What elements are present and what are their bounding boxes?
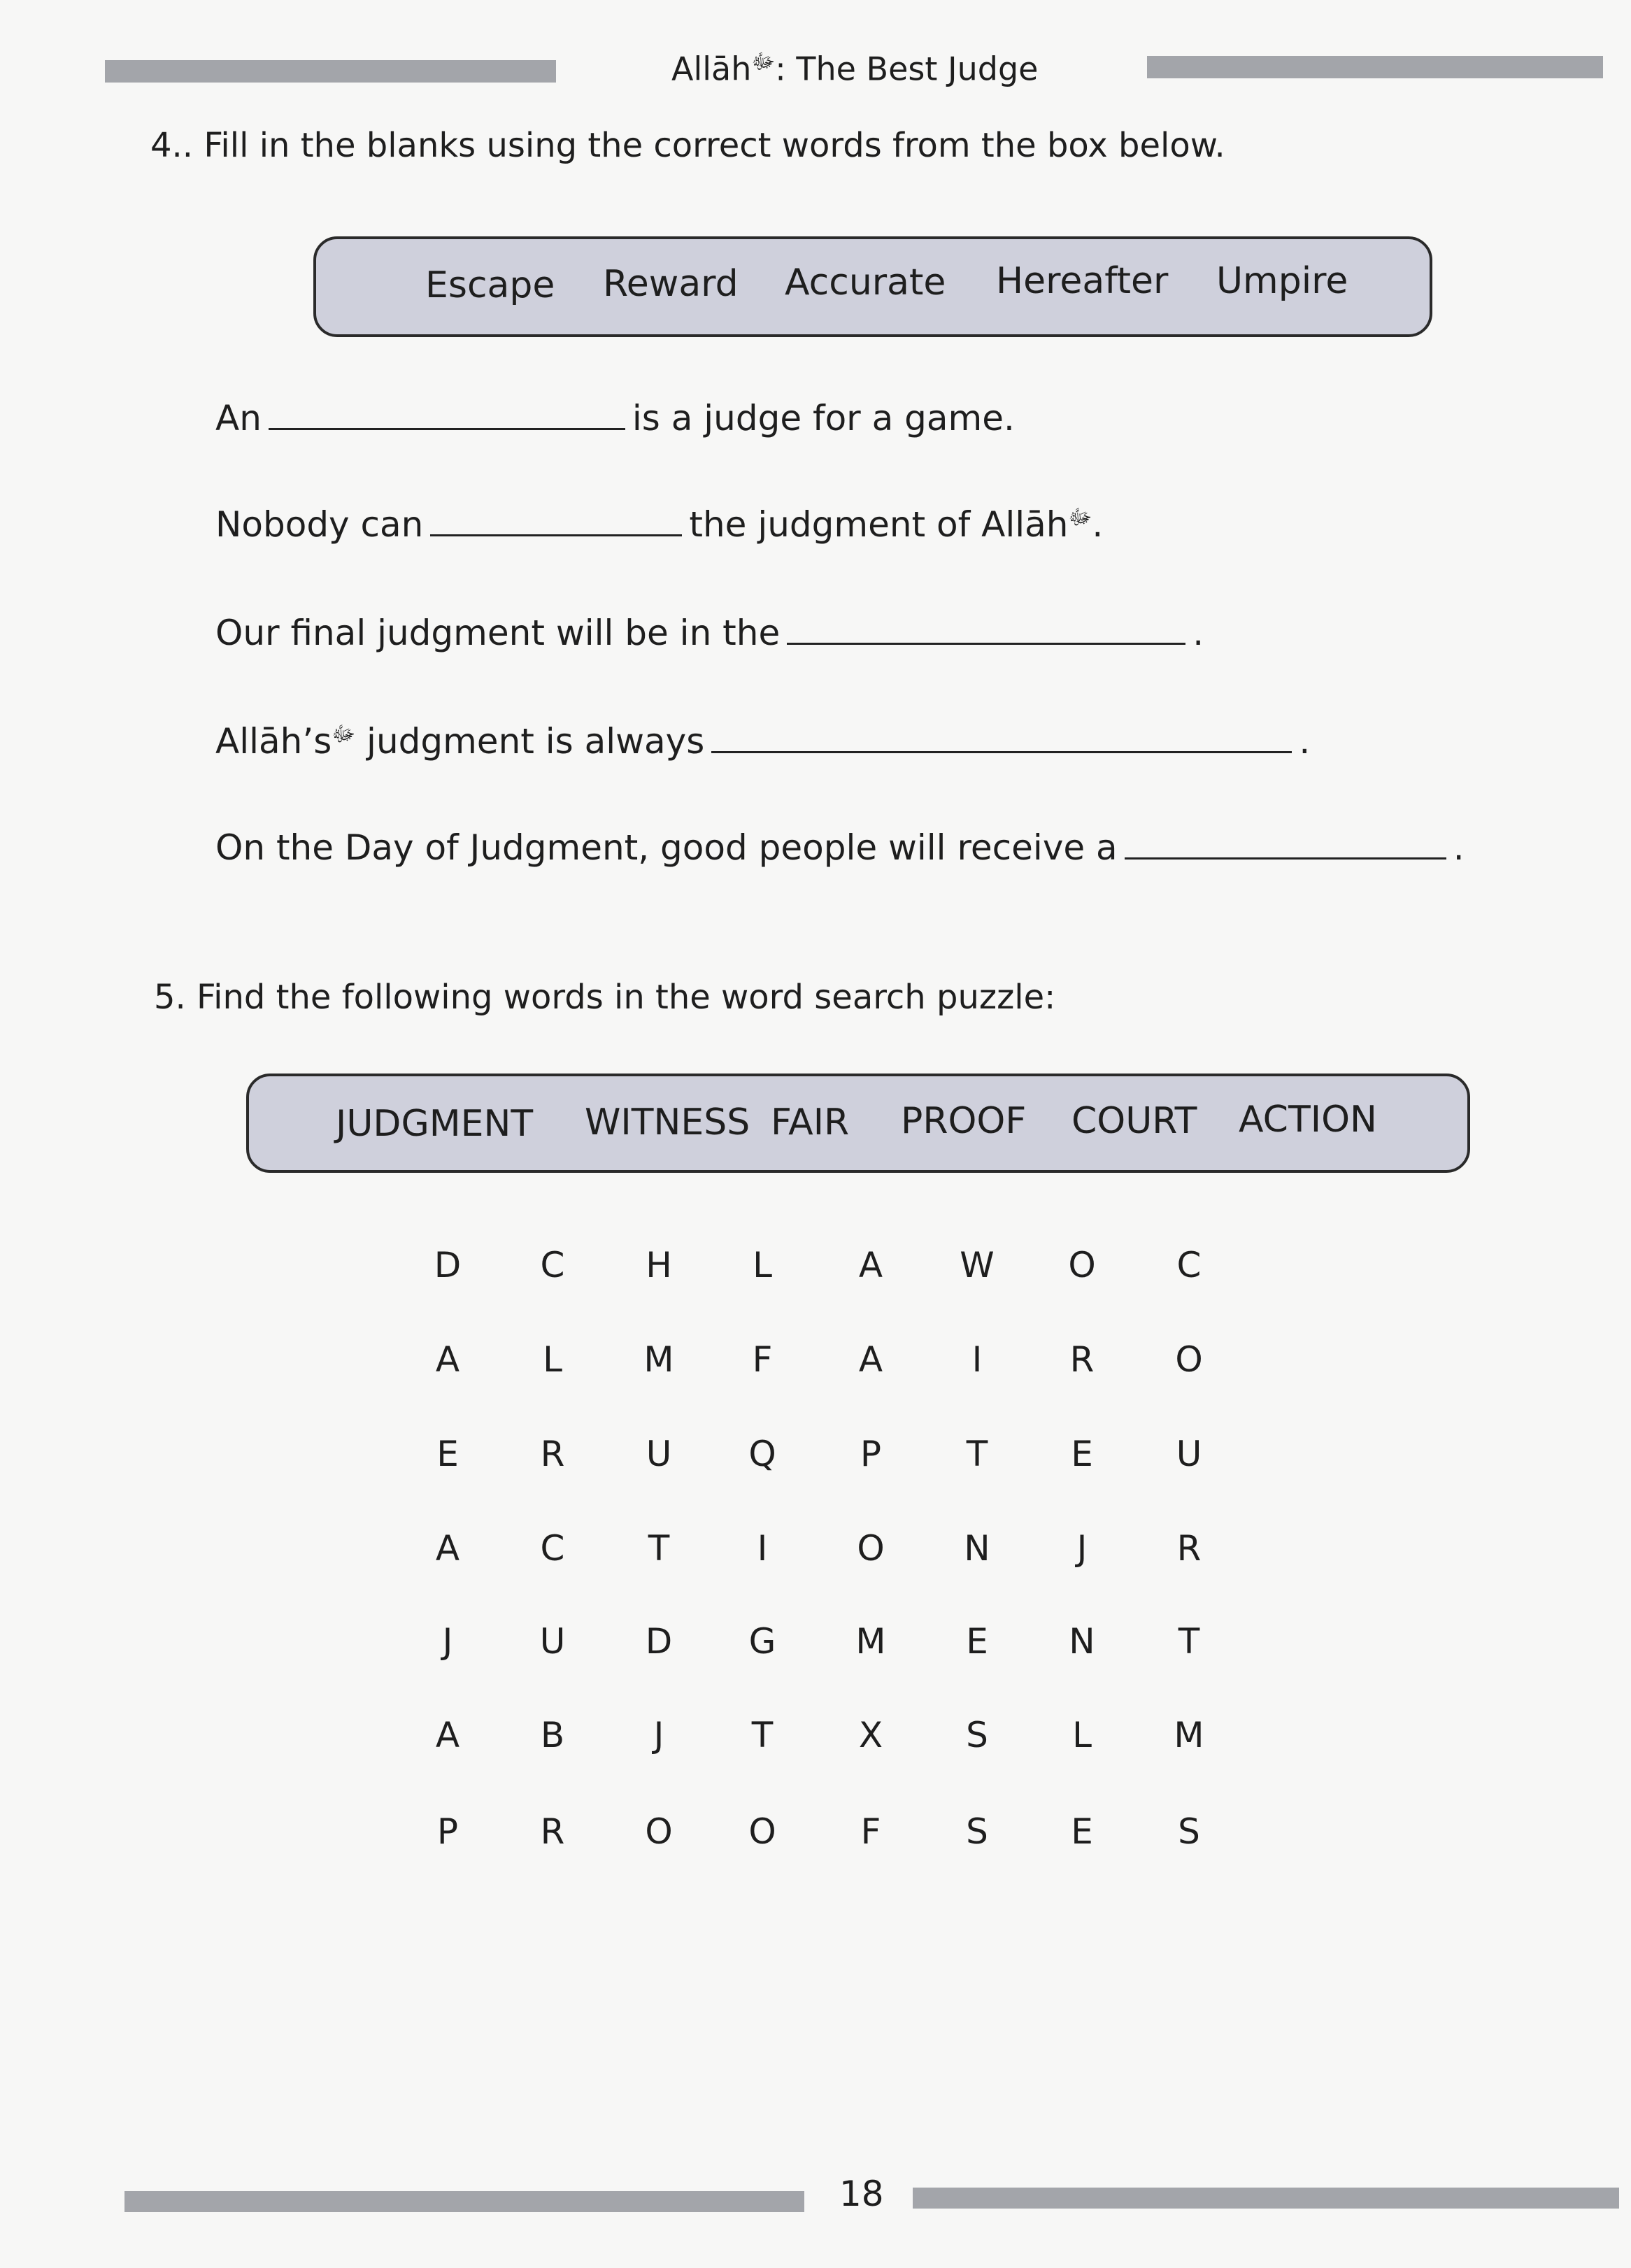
- grid-letter[interactable]: F: [860, 1811, 881, 1852]
- grid-letter[interactable]: S: [966, 1811, 988, 1852]
- seal-icon: ﷻ: [332, 722, 356, 747]
- grid-letter[interactable]: A: [858, 1245, 883, 1285]
- q4-word-accurate: Accurate: [785, 262, 946, 304]
- grid-letter[interactable]: R: [540, 1811, 565, 1852]
- grid-letter[interactable]: N: [964, 1528, 990, 1569]
- grid-letter[interactable]: L: [1072, 1715, 1092, 1755]
- q4-word-hereafter: Hereafter: [996, 260, 1169, 302]
- q5-word-judgment: JUDGMENT: [336, 1103, 534, 1145]
- grid-letter[interactable]: O: [645, 1811, 673, 1852]
- answer-blank[interactable]: [787, 612, 1185, 645]
- grid-letter[interactable]: R: [540, 1434, 565, 1474]
- grid-letter[interactable]: U: [1176, 1434, 1202, 1474]
- seal-icon: ﷻ: [1068, 505, 1092, 530]
- grid-letter[interactable]: U: [646, 1434, 672, 1474]
- grid-letter[interactable]: A: [435, 1528, 460, 1569]
- grid-letter[interactable]: J: [442, 1621, 453, 1662]
- q5-word-box: [246, 1074, 1470, 1173]
- grid-letter[interactable]: C: [540, 1245, 565, 1285]
- grid-letter[interactable]: S: [966, 1715, 988, 1755]
- grid-letter[interactable]: A: [435, 1715, 460, 1755]
- grid-letter[interactable]: X: [858, 1715, 883, 1755]
- grid-letter[interactable]: G: [748, 1621, 776, 1662]
- grid-letter[interactable]: O: [1175, 1339, 1203, 1380]
- q5-word-court: COURT: [1071, 1100, 1197, 1142]
- grid-letter[interactable]: D: [645, 1621, 673, 1662]
- grid-letter[interactable]: O: [748, 1811, 776, 1852]
- answer-blank[interactable]: [430, 504, 682, 536]
- q5-word-fair: FAIR: [771, 1101, 850, 1143]
- grid-letter[interactable]: E: [1071, 1434, 1093, 1474]
- grid-letter[interactable]: S: [1178, 1811, 1200, 1852]
- grid-letter[interactable]: L: [543, 1339, 562, 1380]
- grid-letter[interactable]: P: [860, 1434, 882, 1474]
- q5-word-action: ACTION: [1239, 1099, 1377, 1141]
- grid-letter[interactable]: A: [858, 1339, 883, 1380]
- q5-word-proof: PROOF: [901, 1100, 1027, 1142]
- grid-letter[interactable]: B: [540, 1715, 565, 1755]
- grid-letter[interactable]: D: [434, 1245, 462, 1285]
- grid-letter[interactable]: M: [1174, 1715, 1204, 1755]
- header-bar-left: [105, 60, 556, 83]
- q4-word-umpire: Umpire: [1216, 260, 1348, 302]
- q4-word-reward: Reward: [603, 263, 739, 305]
- grid-letter[interactable]: M: [855, 1621, 886, 1662]
- grid-letter[interactable]: C: [540, 1528, 565, 1569]
- q4-word-box: [313, 236, 1432, 337]
- answer-blank[interactable]: [1125, 827, 1446, 860]
- grid-letter[interactable]: W: [960, 1245, 995, 1285]
- q4-sentence-2: Nobody can the judgment of Allāh$^ﷻ$.: [215, 504, 1104, 545]
- grid-letter[interactable]: M: [643, 1339, 674, 1380]
- question-4-heading: 4.. Fill in the blanks using the correct words from the box below.: [150, 126, 1225, 165]
- header-bar-right: [1147, 56, 1603, 78]
- grid-letter[interactable]: T: [1178, 1621, 1200, 1662]
- q4-sentence-4: $Allāh’s^ﷻ$ judgment is always .: [215, 721, 1311, 762]
- answer-blank[interactable]: [269, 397, 625, 430]
- grid-letter[interactable]: J: [1076, 1528, 1088, 1569]
- footer-bar-left: [124, 2191, 804, 2212]
- q4-word-escape: Escape: [425, 264, 555, 306]
- grid-letter[interactable]: A: [435, 1339, 460, 1380]
- grid-letter[interactable]: C: [1176, 1245, 1202, 1285]
- grid-letter[interactable]: T: [648, 1528, 670, 1569]
- footer-bar-right: [913, 2188, 1619, 2209]
- page-number: 18: [839, 2174, 884, 2214]
- grid-letter[interactable]: Q: [748, 1434, 776, 1474]
- seal-icon: ﷻ: [751, 50, 776, 74]
- q4-sentence-1: An is a judge for a game.: [215, 398, 1015, 438]
- grid-letter[interactable]: U: [539, 1621, 566, 1662]
- grid-letter[interactable]: I: [971, 1339, 983, 1380]
- grid-letter[interactable]: O: [857, 1528, 885, 1569]
- grid-letter[interactable]: E: [1071, 1811, 1093, 1852]
- grid-letter[interactable]: R: [1176, 1528, 1202, 1569]
- q5-word-witness: WITNESS: [585, 1101, 750, 1143]
- grid-letter[interactable]: F: [752, 1339, 773, 1380]
- page-title: Allāh$^ﷻ$: The Best Judge: [671, 50, 1039, 88]
- grid-letter[interactable]: R: [1069, 1339, 1095, 1380]
- grid-letter[interactable]: I: [757, 1528, 768, 1569]
- q4-sentence-3: Our final judgment will be in the .: [215, 613, 1204, 653]
- grid-letter[interactable]: O: [1068, 1245, 1096, 1285]
- answer-blank[interactable]: [711, 720, 1292, 753]
- grid-letter[interactable]: H: [646, 1245, 672, 1285]
- grid-letter[interactable]: P: [436, 1811, 459, 1852]
- q4-sentence-5: On the Day of Judgment, good people will receive a .: [215, 827, 1465, 868]
- grid-letter[interactable]: T: [966, 1434, 988, 1474]
- grid-letter[interactable]: T: [751, 1715, 774, 1755]
- grid-letter[interactable]: E: [436, 1434, 459, 1474]
- grid-letter[interactable]: J: [653, 1715, 664, 1755]
- question-5-heading: 5. Find the following words in the word search puzzle:: [154, 978, 1056, 1017]
- grid-letter[interactable]: L: [753, 1245, 772, 1285]
- grid-letter[interactable]: E: [966, 1621, 988, 1662]
- grid-letter[interactable]: N: [1069, 1621, 1095, 1662]
